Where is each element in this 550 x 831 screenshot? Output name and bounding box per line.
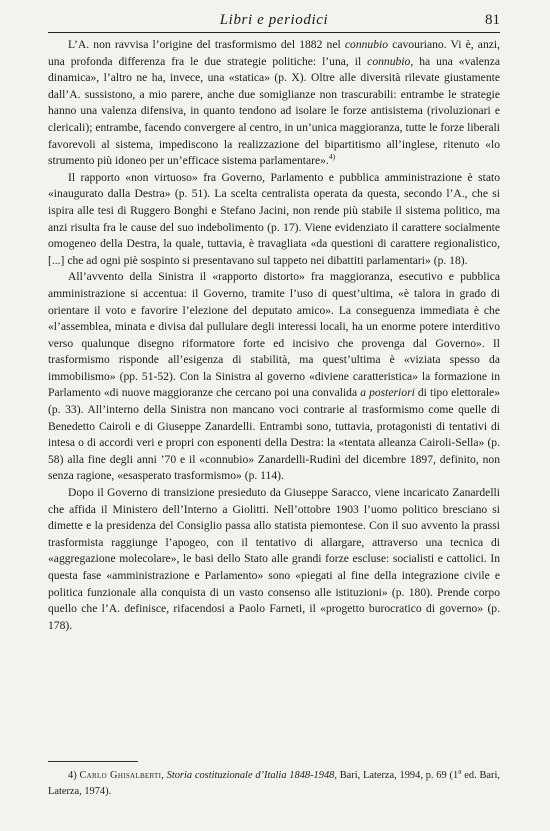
paragraph-4 xyxy=(48,485,500,634)
body-text xyxy=(48,37,500,634)
text-run: di tipo elettorale» (p. 33). All’interno della Sinistra non mancano voci contrarie al trasformismo come quelle di Benedetto Cairoli e di Giuseppe Zanardelli. Entrambi sono, tuttavia, protagonisti di tentativi di intesa o di accordi veri e propri con esponenti della Destra: la «tentata alleanza Cairoli-Sella» (p. 58) alla fine degli anni ’70 e il «connubio» Zanardelli-Rudinì del dicembre 1897, definito, non senza ragione, «esasperato trasformismo» (p. 114). xyxy=(48,386,500,483)
text-run: Il rapporto «non virtuoso» fra Governo, Parlamento e pubblica amministrazione è stato «inaugurato dalla Destra» (p. 51). La scelta centralista operata da questa, secondo l’A., che si ispira alle tesi di Ruggero Bonghi e Stefano Jacini, non rende più stabile il sistema politico, ma anzi risulta fra le cause del suo indebolimento (p. 17). Viene evidenziato il carattere socialmente omogeneo della Destra, la quale, tuttavia, è travagliata «da questioni di carattere regionalistico, [...] che ad ogni piè sospinto si presentavano sul tappeto nei dibattiti parlamentari» (p. 18). xyxy=(48,170,500,267)
footnote xyxy=(48,768,500,800)
text-run: Carlo Ghisalberti xyxy=(79,770,162,781)
text-run: All’avvento della Sinistra il «rapporto distorto» fra maggioranza, esecutivo e pubblica amministrazione si accentua: il Governo, tramite l’uso di quest’ultima, «è talora in grado di orientare il voto e favorire l’elezione del deputato amico». La conseguenza immediata è che «l’assemblea, minata e divisa dal pullulare degli interessi locali, ha un enorme potere interditivo verso qualunque disegno riformatore forte ed incisivo che provenga dal Governo». Il trasformismo risponde all’esigenza di stabilità, ma quest’ultima è «viziata spesso da immobilismo» (pp. 51-52). Con la Sinistra al governo «diviene caratteristica» la formazione in Parlamento «di nuove maggioranze che cercano poi una convalida xyxy=(48,270,500,400)
text-run: , ha una «valenza dinamica», l’altro ne ha, invece, una «statica» (p. X). Oltre alle diversità rilevate giustamente dall’A. sussistono, a mio parere, anche due somiglianze non trascurabili: entrambe le strategie hanno una valenza difensiva, in quanto tendono ad isolare le forze antisistema (rivoluzionari e clericali); entrambe, facendo convergere al centro, in un’unica maggioranza, tutte le forze liberali favorevoli al sistema, impediscono la realizzazione del bipartitismo all’inglese, ritenuto «lo strumento più idoneo per un’efficace sistema parlamentare». xyxy=(48,54,500,168)
paragraph-3 xyxy=(48,269,500,485)
footnote-marker: a xyxy=(458,766,462,776)
footnote-4 xyxy=(48,768,500,800)
text-run: ed. Bari, Laterza, 1974). xyxy=(48,770,500,797)
page-number: 81 xyxy=(485,12,500,28)
italic-run: connubio xyxy=(367,54,411,68)
paragraph-1 xyxy=(48,37,500,170)
paragraph-2 xyxy=(48,170,500,270)
italic-run: connubio xyxy=(344,38,389,51)
italic-run: Storia costituzionale d’Italia 1848-1948 xyxy=(166,770,335,781)
text-run: , Bari, Laterza, 1994, p. 69 (1 xyxy=(334,770,459,781)
text-run: L’A. non ravvisa l’origine del trasformismo del 1882 nel xyxy=(68,38,345,51)
italic-run: a posteriori xyxy=(360,386,415,400)
running-header xyxy=(48,10,500,32)
text-run: , xyxy=(161,770,167,781)
footnote-rule xyxy=(48,761,138,762)
text-run: cavouriano. Vi è, anzi, una profonda differenza fra le due strategie politiche: l’una, il xyxy=(48,38,501,68)
running-title: Libri e periodici xyxy=(219,12,329,28)
header-rule xyxy=(48,32,500,33)
text-run: Dopo il Governo di transizione presieduto da Giuseppe Saracco, viene incaricato Zanardelli che affida il Ministero dell’Interno a Giolitti. Nell’ottobre 1903 l’uomo politico bresciano si dimette e la presidenza del Consiglio passa allo statista piemontese. Con il suo avvento la prassi trasformista raggiunge l’apogeo, con il tentativo di allargare, attraverso una tecnica di «aggregazione molecolare», le basi dello Stato alle grandi forze escluse: socialisti e cattolici. In questa fase «amministrazione e Parlamento» sono «piegati al fine della integrazione civile e politica funzionale alla conquista di un vasto consenso alle istituzioni» (p. 180). Prende corpo quello che l’A. definisce, rifacendosi a Paolo Farneti, il «progetto burocratico di governo» (p. 178). xyxy=(48,486,500,632)
footnote-marker: 4) xyxy=(328,152,336,162)
text-run: 4) xyxy=(68,770,80,781)
